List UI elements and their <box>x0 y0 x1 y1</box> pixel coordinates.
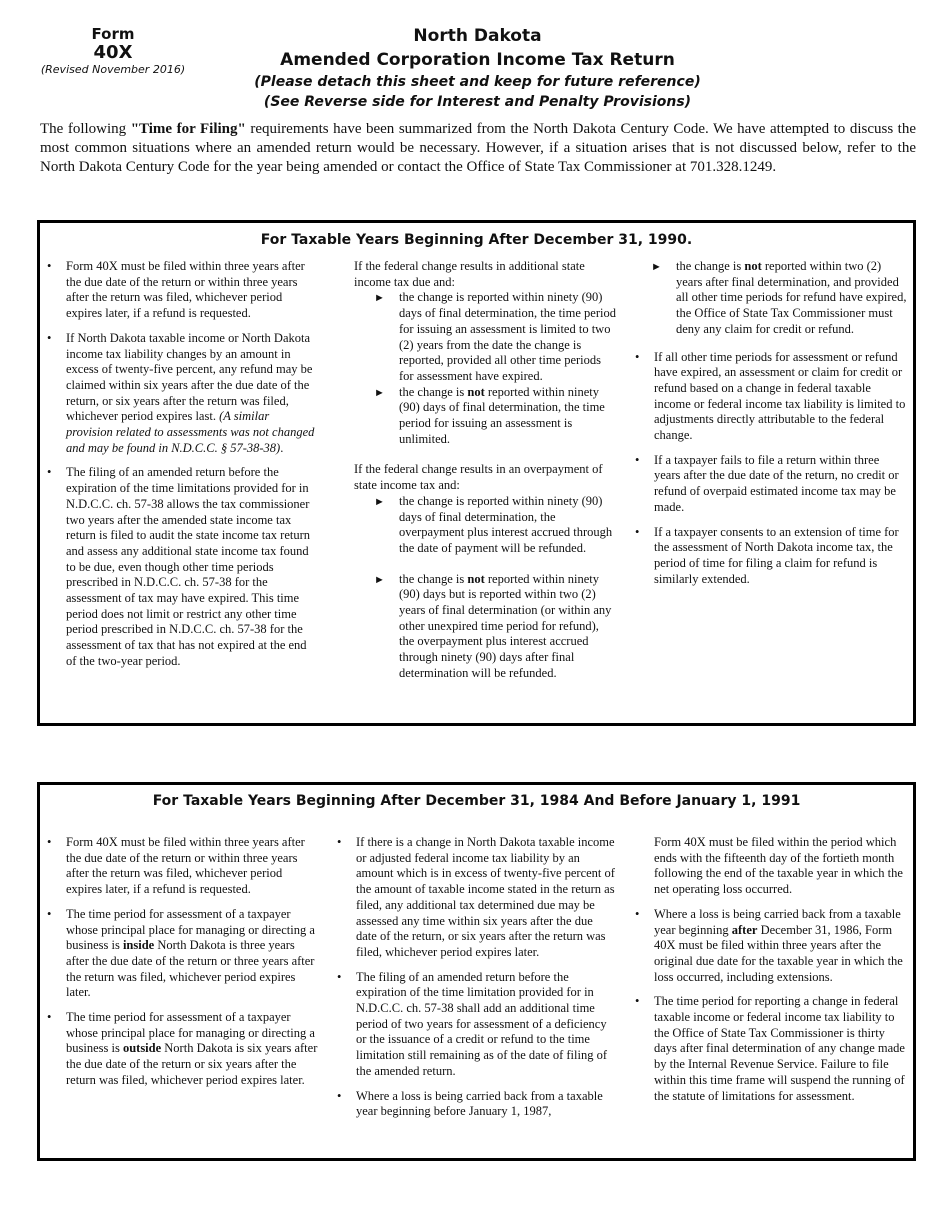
item-text-end: North Dakota is six years after the due date of the return or six years after the return was filed, whichever period expires later. <box>66 1041 318 1087</box>
list-item: • The filing of an amended return before the expiration of the time limitation provided for in N.D.C.C. ch. 57-38 shall add an additional time period of two years for assessment of a deficiency or the issuance of a credit or refund to the time limitation still remaining as of the date of filing of the amended return. <box>333 970 616 1080</box>
list-item: • If all other time periods for assessment or refund have expired, an assessment or claim for credit or refund based on a change in federal taxable income or federal income tax liability is limited to adjustments directly attributable to the federal change. <box>631 350 908 444</box>
list-item: • Form 40X must be filed within three years after the due date of the return or within three years after the return was filed, whichever period expires later, if a refund is requested. <box>43 835 318 898</box>
emphasis: not <box>467 571 485 586</box>
emphasis: not <box>744 259 762 273</box>
item-text: the change is reported within ninety (90) days of final determination, the overpayment plus interest accrued through the date of payment will be refunded. <box>399 493 613 555</box>
list-item: • The filing of an amended return before the expiration of the time limitations provided for in N.D.C.C. ch. 57-38 allows the tax commissioner two years after the amended state income tax return is filed to audit the state income tax return and assess any additional state income tax found to be due, even though other time periods prescribed in N.D.C.C. ch. 57-38 for the assessment of tax may have expired. This time period does not limit or restrict any other time period prescribed in N.D.C.C. ch. 57-38 for the assessment of tax that has not expired at the end of the two-year period. <box>43 465 318 669</box>
list-item: • The time period for reporting a change in federal taxable income or federal income tax liability to the Office of State Tax Commissioner is thirty days after final determination of any change made by the Internal Revenue Service. Failure to file within this time frame will suspend the running of the statute of limitations for assessment. <box>631 994 908 1104</box>
item-text-end: North Dakota is three years after the due date of the return or three years after the return was filed, whichever period expires later. <box>66 938 315 1000</box>
item-text: the change is <box>399 571 468 586</box>
item-text: the change is reported within ninety (90) days of final determination, the time period for issuing an assessment is limited to two (2) years from the date the change is reported, provided all other time periods for assessment have expired. <box>399 290 616 383</box>
paragraph: If the federal change results in an overpayment of state income tax and: <box>354 462 603 493</box>
list-item: • Form 40X must be filed within three years after the due date of the return or within three years after the return was filed, whichever period expires later, if a refund is requested. <box>43 259 318 322</box>
form-identifier <box>38 26 188 77</box>
arrow-icon: ► <box>374 292 385 305</box>
list-item <box>43 331 318 457</box>
continued-text: Form 40X must be filed within the period which ends with the fifteenth day of the fortieth month following the end of the taxable year in which the net operating loss occurred. <box>654 835 903 897</box>
arrow-item <box>354 572 616 682</box>
section1-column-1 <box>43 259 318 679</box>
intro-paragraph <box>40 120 916 177</box>
list-item: • If there is a change in North Dakota taxable income or adjusted federal income tax liability by an amount which is in excess of twenty-five percent of the amount of taxable income stated in the return as filed, any additional tax determined due may be assessed any time within six years after the due date of the return, or six years after the return was filed, whichever period expires later. <box>333 835 616 961</box>
arrow-item <box>631 259 908 338</box>
item-text: The time period for assessment of a taxpayer whose principal place for managing or directing a business is <box>66 906 315 953</box>
page-title: Amended Corporation Income Tax Return <box>280 50 675 70</box>
item-text: If North Dakota taxable income or North Dakota income tax liability changes by an amount in excess of twenty-five percent, any refund may be claimed within six years after the due date of the return, or six years after the return was filed, whichever period expires last. <box>66 330 313 424</box>
state-title: North Dakota <box>413 26 542 46</box>
intro-text-start: The following <box>40 121 131 137</box>
arrow-icon: ► <box>374 386 385 399</box>
form-number: 40X <box>93 42 133 63</box>
item-text-end: December 31, 1986, Form 40X must be filed within three years after the original due date for the taxable year in which the loss occurred, including extensions. <box>654 922 903 984</box>
item-text: the change is <box>676 259 745 273</box>
arrow-item <box>354 290 616 384</box>
section-title: For Taxable Years Beginning After December 31, 1990. <box>260 232 693 248</box>
reverse-side-note: (See Reverse side for Interest and Penalty Provisions) <box>263 94 692 110</box>
item-text-end: . <box>280 440 284 455</box>
emphasis: outside <box>122 1041 162 1056</box>
time-for-filing-term: "Time for Filing" <box>130 121 246 137</box>
arrow-item <box>354 494 616 557</box>
item-text: The time period for assessment of a taxpayer whose principal place for managing or directing a business is <box>66 1010 315 1056</box>
paragraph: If the federal change results in additional state income tax due and: <box>354 259 585 289</box>
section2-column-2 <box>333 835 616 1129</box>
item-text-end: reported within ninety (90) days of final determination, the time period for issuing an assessment is unlimited. <box>399 384 605 446</box>
emphasis: after <box>731 922 758 937</box>
list-item: • Where a loss is being carried back from a taxable year beginning before January 1, 1987, <box>333 1089 616 1120</box>
list-item: • If a taxpayer consents to an extension of time for the assessment of North Dakota income tax, the period of time for filing a claim for refund is similarly extended. <box>631 525 908 588</box>
item-text: the change is <box>399 384 468 399</box>
arrow-icon: ► <box>374 573 385 586</box>
arrow-item <box>354 385 616 448</box>
section-1985-to-1990 <box>37 782 916 1161</box>
page-header <box>190 24 765 112</box>
emphasis: not <box>467 384 485 399</box>
section-after-1990 <box>37 220 916 726</box>
arrow-icon: ► <box>374 495 385 508</box>
item-text-end: reported within two (2) years after final determination, and provided all other time periods for refund have expired, the Office of State Tax Commissioner must deny any claim for credit or refund. <box>676 259 907 336</box>
section-title: For Taxable Years Beginning After December 31, 1984 And Before January 1, 1991 <box>152 793 801 809</box>
section1-column-3 <box>631 259 908 596</box>
list-item <box>43 907 318 1001</box>
section1-column-2 <box>354 259 616 682</box>
item-text: Where a loss is being carried back from a taxable year beginning <box>654 906 901 937</box>
list-item: • If a taxpayer fails to file a return within three years after the due date of the return, no credit or refund of overpaid estimated income tax may be made. <box>631 453 908 516</box>
arrow-icon: ► <box>651 261 662 273</box>
detach-note: (Please detach this sheet and keep for future reference) <box>254 74 701 90</box>
emphasis: inside <box>122 938 155 953</box>
form-label: Form <box>91 25 135 43</box>
list-item <box>631 907 908 986</box>
form-revision: (Revised November 2016) <box>40 63 186 76</box>
item-text-end: reported within ninety (90) days but is reported within two (2) years of final determination (or within any other unexpired time period for refund), the overpayment plus interest accrued through ninety (90) days after final determination will be refunded. <box>399 571 612 680</box>
italic-note: (A similar provision related to assessments was not changed and may be found in N.D.C.C. § 57-38-38) <box>66 409 315 455</box>
section2-column-3 <box>631 835 908 1113</box>
list-item <box>43 1010 318 1089</box>
section2-column-1 <box>43 835 318 1098</box>
intro-text-end: requirements have been summarized from the North Dakota Century Code. We have attempted to discuss the most common situations where an amended return would be necessary. However, if a situation arises that is not discussed below, refer to the North Dakota Century Code for the year being amended or contact the Office of State Tax Commissioner at 701.328.1249. <box>40 121 916 175</box>
